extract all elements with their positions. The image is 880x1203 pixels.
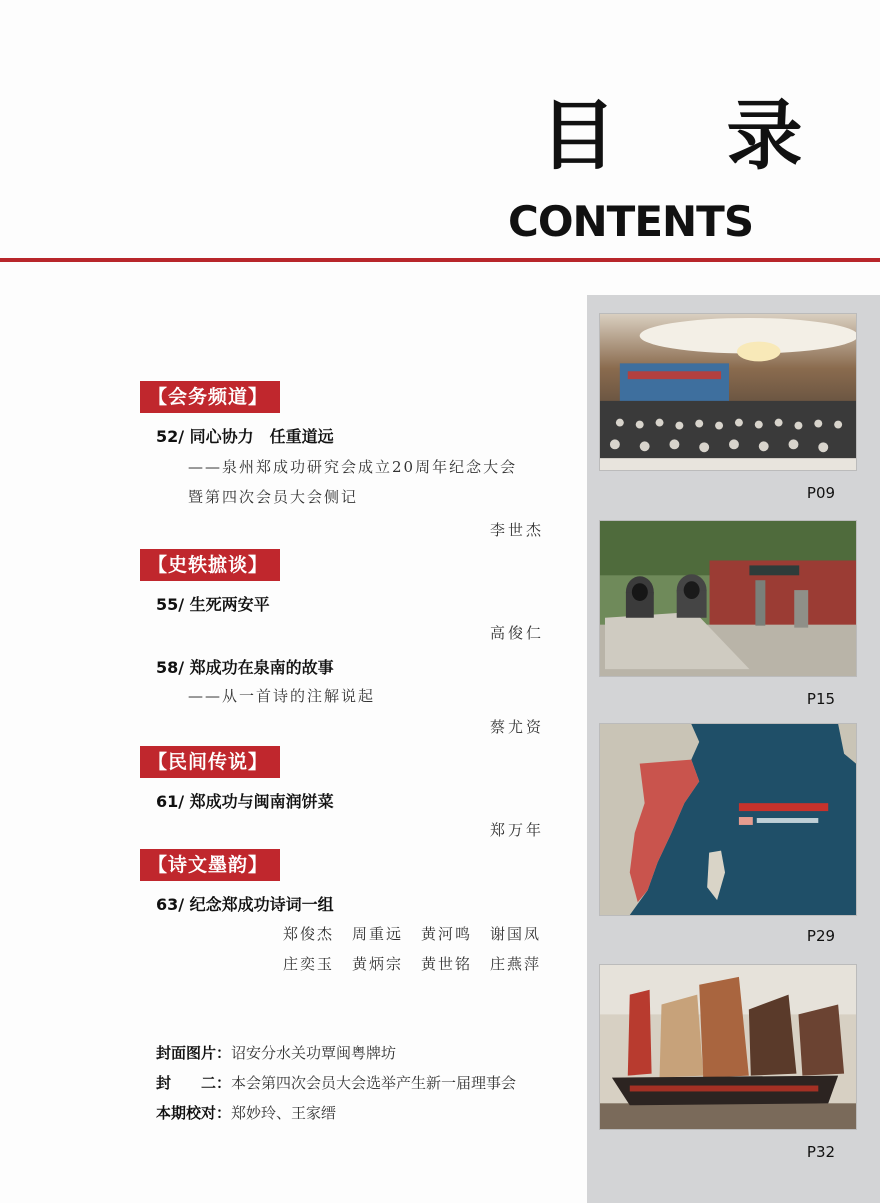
article-subtitle: ——从一首诗的注解说起 (188, 687, 376, 705)
poet-name: 周重远 (352, 925, 404, 943)
photo-page-ref: P15 (806, 690, 836, 708)
section-label-minjian: 【民间传说】 (140, 746, 280, 778)
credit-inside-cover (156, 1072, 516, 1093)
cannon-courtyard-photo (599, 520, 857, 677)
section-label-huiwu: 【会务频道】 (140, 381, 280, 413)
credit-label: 本期校对： (156, 1104, 232, 1122)
poet-name: 庄燕萍 (490, 955, 542, 973)
photo-page-ref: P32 (806, 1143, 836, 1161)
title-english: CONTENTS (508, 197, 754, 246)
poet-name: 黄炳宗 (352, 955, 404, 973)
credit-value: 郑妙玲、王家缙 (231, 1104, 337, 1122)
poet-name: 黄河鸣 (421, 925, 473, 943)
article-subtitle: 暨第四次会员大会侧记 (188, 488, 359, 506)
credit-label: 封 二： (156, 1074, 232, 1092)
credit-label: 封面图片： (156, 1044, 232, 1062)
section-label-shiwen: 【诗文墨韵】 (140, 849, 280, 881)
article-subtitle: ——泉州郑成功研究会成立20周年纪念大会 (188, 458, 518, 476)
header-rule (0, 258, 880, 262)
article-author: 蔡尤资 (489, 718, 544, 736)
title-chinese: 目 录 (540, 91, 845, 180)
conference-hall-photo (599, 313, 857, 471)
poet-name: 庄奕玉 (283, 955, 335, 973)
article-author: 郑万年 (489, 821, 544, 839)
section-label-shiyi: 【史轶摭谈】 (140, 549, 280, 581)
photo-page-ref: P09 (806, 484, 836, 502)
article-title[interactable]: 63/ 纪念郑成功诗词一组 (156, 895, 334, 914)
coastal-map-photo (599, 723, 857, 916)
photo-page-ref: P29 (806, 927, 836, 945)
credit-cover-photo (156, 1042, 396, 1063)
junk-ship-model-photo (599, 964, 857, 1130)
article-title[interactable]: 58/ 郑成功在泉南的故事 (156, 658, 334, 677)
article-title[interactable]: 61/ 郑成功与闽南润饼菜 (156, 792, 334, 811)
article-title[interactable]: 52/ 同心协力 任重道远 (156, 427, 334, 446)
article-author: 李世杰 (489, 521, 544, 539)
poet-name: 谢国凤 (490, 925, 542, 943)
poet-name: 郑俊杰 (283, 925, 335, 943)
article-title[interactable]: 55/ 生死两安平 (156, 595, 270, 614)
credit-value: 本会第四次会员大会选举产生新一届理事会 (231, 1074, 517, 1092)
poet-name: 黄世铭 (421, 955, 473, 973)
credit-proofreader (156, 1102, 336, 1123)
article-author: 高俊仁 (489, 624, 544, 642)
credit-value: 诏安分水关功覃闽粤牌坊 (231, 1044, 397, 1062)
